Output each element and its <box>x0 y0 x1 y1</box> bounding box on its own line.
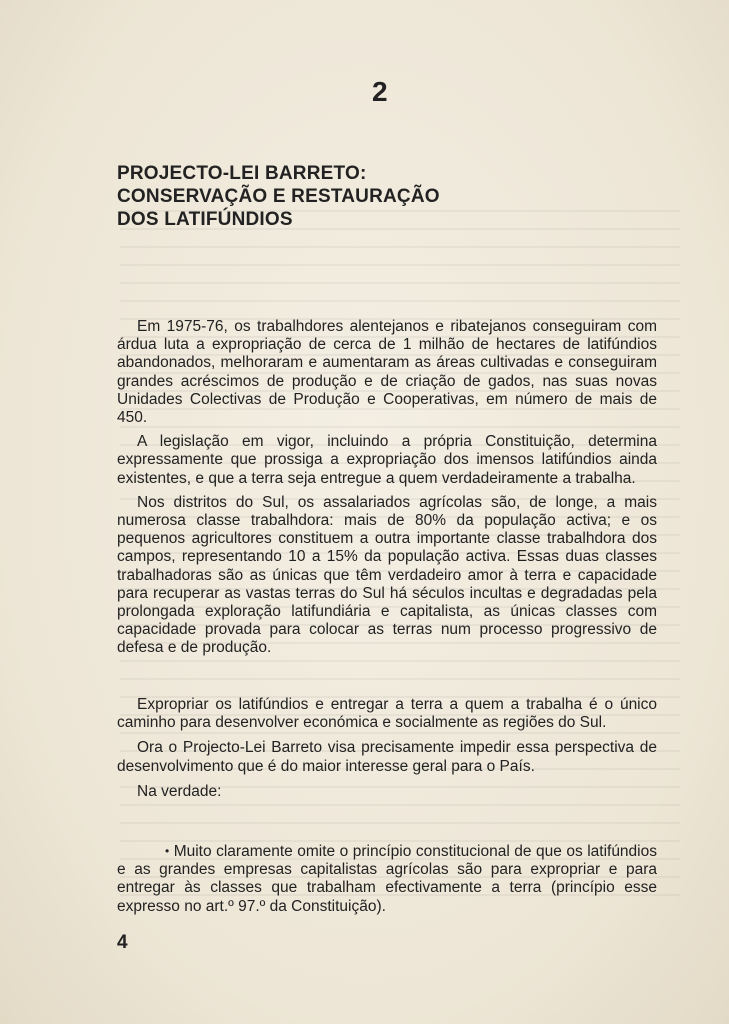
paragraph: A legislação em vigor, incluindo a própria Constituição, determina expressamente que prossiga a expropriação dos imensos latifúndios ainda existentes, e que a terra seja entregue a quem verdadeiramente a trabalha. <box>117 433 657 487</box>
bullet-text: Muito claramente omite o princípio constitucional de que os latifúndios e as grandes empresas capitalistas agrícolas são para expropriar e para entregar às classes que trabalham efectivamente a terra (princípio esse expresso no art.º 97.º da Constituição). <box>117 843 657 915</box>
chapter-number: 2 <box>372 76 388 107</box>
page-number: 4 <box>117 932 128 953</box>
chapter-title-line-1: PROJECTO-LEI BARRETO: <box>117 163 367 184</box>
chapter-title <box>117 162 440 231</box>
paragraph: Nos distritos do Sul, os assalariados agrícolas são, de longe, a mais numerosa classe trabalhdora: mais de 80% da população activa; e os pequenos agricultores constituem a outra importante classe trabalhdora dos campos, representando 10 a 15% da população activa. Essas duas classes trabalhadoras são as únicas que têm verdadeiro amor à terra e capacidade para recuperar as vastas terras do Sul há séculos incultas e degradadas pela prolongada exploração latifundiária e capitalista, as únicas classes com capacidade provada para colocar as terras num processo progressivo de defesa e de produção. <box>117 493 657 657</box>
bullet-icon: • <box>165 844 170 858</box>
chapter-title-line-3: DOS LATIFÚNDIOS <box>117 209 293 230</box>
bullet-list <box>117 842 657 916</box>
paragraph: Expropriar os latifúndios e entregar a terra a quem a trabalha é o único caminho para desenvolver económica e socialmente as regiões do Sul. <box>117 696 657 732</box>
paragraph: Em 1975-76, os trabalhdores alentejanos e ribatejanos conseguiram com árdua luta a expropriação de cerca de 1 milhão de hectares de latifúndios abandonados, melhoraram e aumentaram as áreas cultivadas e conseguiram grandes acréscimos de produção e de criação de gados, nas suas novas Unidades Colectivas de Produção e Cooperativas, em número de mais de 450. <box>117 318 657 427</box>
body-section-2 <box>117 696 657 801</box>
paragraph: Ora o Projecto-Lei Barreto visa precisamente impedir essa perspectiva de desenvolvimento que é do maior interesse geral para o País. <box>117 739 657 775</box>
paragraph: Na verdade: <box>137 782 222 800</box>
body-section-1 <box>117 318 657 658</box>
list-item <box>117 842 657 916</box>
chapter-title-line-2: CONSERVAÇÃO E RESTAURAÇÃO <box>117 186 440 207</box>
